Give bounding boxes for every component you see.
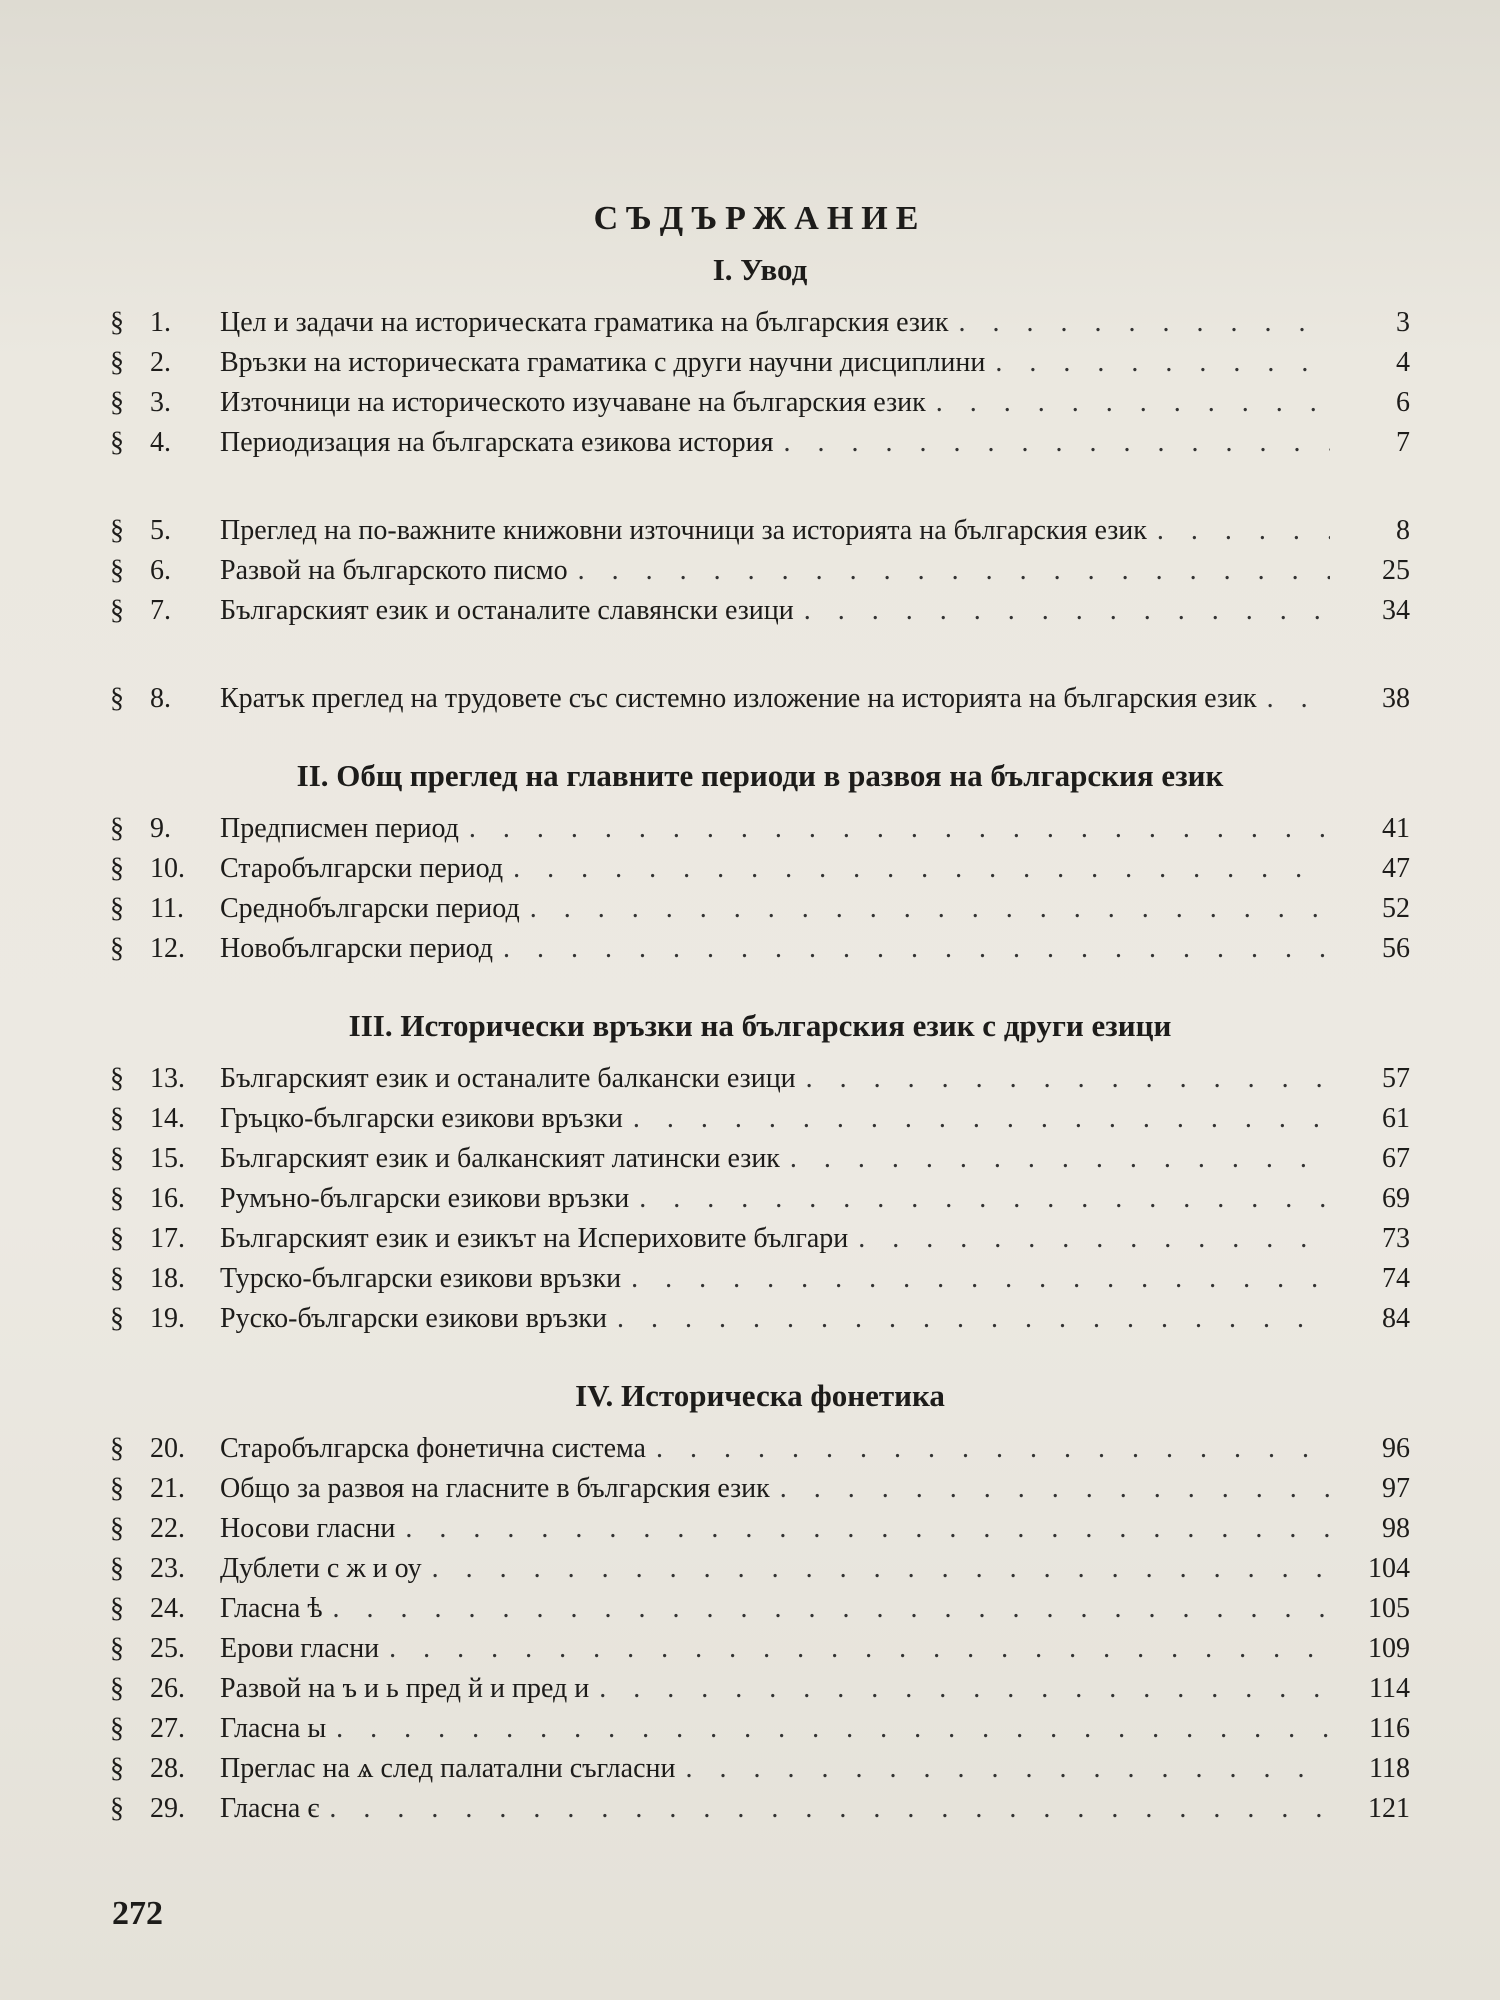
entry-number: § 21. [110, 1473, 185, 1504]
entry-title: Руско-български езикови връзки [220, 1303, 607, 1334]
entry-page: 73 [1382, 1223, 1410, 1254]
entry-page: 69 [1382, 1183, 1410, 1214]
toc-entry [110, 808, 1410, 848]
entry-title: Връзки на историческата граматика с други научни дисциплини [220, 347, 986, 378]
entry-number: § 14. [110, 1103, 185, 1134]
entry-title: Турско-български езикови връзки [220, 1263, 622, 1294]
entry-title: Носови гласни [220, 1513, 396, 1544]
entry-title: Преглед на по-важните книжовни източници за историята на българския език [220, 515, 1147, 546]
entry-page: 98 [1382, 1513, 1410, 1544]
dot-leader [1267, 680, 1330, 718]
toc-entry [110, 1468, 1410, 1508]
entry-page: 109 [1368, 1633, 1410, 1664]
entry-title: Цел и задачи на историческата граматика на българския език [220, 307, 949, 338]
dot-leader [578, 552, 1330, 590]
entry-number: § 26. [110, 1673, 185, 1704]
dot-leader [995, 344, 1330, 382]
entry-page: 84 [1382, 1303, 1410, 1334]
entry-title: Предписмен период [220, 813, 459, 844]
entry-number: § 24. [110, 1593, 185, 1624]
dot-leader [639, 1180, 1330, 1218]
toc-entry [110, 1058, 1410, 1098]
entry-page: 7 [1396, 427, 1410, 458]
entry-title: Развой на българското писмо [220, 555, 568, 586]
entry-title: Преглас на ѧ след палатални съгласни [220, 1753, 676, 1784]
page-number: 272 [112, 1895, 163, 1932]
entry-number: § 16. [110, 1183, 185, 1214]
toc-entry [110, 1548, 1410, 1588]
entry-title: Развой на ъ и ь пред й и пред и [220, 1673, 590, 1704]
entry-title: Ерови гласни [220, 1633, 380, 1664]
entry-title: Среднобългарски период [220, 893, 520, 924]
entry-number: § 27. [110, 1713, 185, 1744]
dot-leader [599, 1670, 1330, 1708]
table-of-contents [110, 200, 1410, 1828]
entry-number: § 28. [110, 1753, 185, 1784]
dot-leader [617, 1300, 1330, 1338]
entry-number: § 2. [110, 347, 171, 378]
entry-page: 121 [1368, 1793, 1410, 1824]
entry-number: § 13. [110, 1063, 185, 1094]
entry-page: 57 [1382, 1063, 1410, 1094]
entry-title: Българският език и останалите балкански езици [220, 1063, 796, 1094]
toc-entry [110, 1138, 1410, 1178]
dot-leader [685, 1750, 1330, 1788]
entry-title: Старобългарски период [220, 853, 504, 884]
entry-page: 61 [1382, 1103, 1410, 1134]
page-title: СЪДЪРЖАНИЕ [593, 200, 927, 237]
entry-page: 96 [1382, 1433, 1410, 1464]
entry-number: § 7. [110, 595, 171, 626]
dot-leader [858, 1220, 1330, 1258]
entry-page: 97 [1382, 1473, 1410, 1504]
entry-title: Новобългарски период [220, 933, 494, 964]
dot-leader [513, 850, 1330, 888]
entry-title: Гласна ы [220, 1713, 327, 1744]
entry-title: Гръцко-български езикови връзки [220, 1103, 623, 1134]
entry-page: 67 [1382, 1143, 1410, 1174]
dot-leader [631, 1260, 1330, 1298]
entry-page: 74 [1382, 1263, 1410, 1294]
toc-entry [110, 1218, 1410, 1258]
entry-page: 4 [1396, 347, 1410, 378]
entry-page: 56 [1382, 933, 1410, 964]
toc-entry [110, 888, 1410, 928]
entry-number: § 20. [110, 1433, 185, 1464]
dot-leader [329, 1790, 1330, 1828]
dot-leader [336, 1710, 1330, 1748]
entry-page: 118 [1369, 1753, 1410, 1784]
entry-page: 105 [1368, 1593, 1410, 1624]
toc-entry [110, 1508, 1410, 1548]
entry-title: Гласна є [220, 1793, 320, 1824]
dot-leader [783, 424, 1330, 462]
entry-page: 3 [1396, 307, 1410, 338]
entry-number: § 5. [110, 515, 171, 546]
entry-title: Кратък преглед на трудовете със системно изложение на историята на българския език [220, 683, 1257, 714]
toc-entry [110, 1628, 1410, 1668]
entry-page: 25 [1382, 555, 1410, 586]
toc-entry [110, 1428, 1410, 1468]
entry-number: § 3. [110, 387, 171, 418]
entry-number: § 22. [110, 1513, 185, 1544]
entry-page: 104 [1368, 1553, 1410, 1584]
entry-page: 6 [1396, 387, 1410, 418]
dot-leader [790, 1140, 1330, 1178]
entry-number: § 8. [110, 683, 171, 714]
entry-number: § 23. [110, 1553, 185, 1584]
entry-page: 47 [1382, 853, 1410, 884]
entry-page: 41 [1382, 813, 1410, 844]
dot-leader [469, 810, 1330, 848]
section-title: I. Увод [712, 252, 808, 287]
entry-page: 116 [1369, 1713, 1410, 1744]
dot-leader [530, 890, 1330, 928]
entry-page: 38 [1382, 683, 1410, 714]
entry-title: Дублети с ж и оу [220, 1553, 422, 1584]
toc-entry [110, 1258, 1410, 1298]
entry-number: § 18. [110, 1263, 185, 1294]
dot-leader [405, 1510, 1330, 1548]
dot-leader [806, 1060, 1330, 1098]
entry-title: Българският език и останалите славянски езици [220, 595, 794, 626]
toc-entry [110, 342, 1410, 382]
dot-leader [389, 1630, 1330, 1668]
entry-number: § 6. [110, 555, 171, 586]
section-title: II. Общ преглед на главните периоди в развоя на българския език [296, 758, 1224, 793]
entry-page: 8 [1396, 515, 1410, 546]
entry-page: 114 [1369, 1673, 1410, 1704]
entry-number: § 12. [110, 933, 185, 964]
toc-entry [110, 382, 1410, 422]
dot-leader [1157, 512, 1330, 550]
entry-number: § 10. [110, 853, 185, 884]
entry-number: § 4. [110, 427, 171, 458]
toc-entry [110, 1178, 1410, 1218]
dot-leader [804, 592, 1330, 630]
toc-entry [110, 630, 1410, 718]
toc-entry [110, 462, 1410, 550]
toc-entry [110, 1668, 1410, 1708]
entry-number: § 29. [110, 1793, 185, 1824]
section-title: IV. Историческа фонетика [575, 1378, 945, 1413]
entry-number: § 25. [110, 1633, 185, 1664]
toc-entry [110, 1788, 1410, 1828]
entry-number: § 11. [110, 893, 184, 924]
dot-leader [959, 304, 1330, 342]
entry-number: § 9. [110, 813, 171, 844]
toc-entry [110, 302, 1410, 342]
entry-title: Общо за развоя на гласните в българския език [220, 1473, 770, 1504]
toc-entry [110, 1708, 1410, 1748]
toc-entry [110, 1098, 1410, 1138]
dot-leader [633, 1100, 1330, 1138]
entry-number: § 17. [110, 1223, 185, 1254]
toc-entry [110, 928, 1410, 968]
entry-title: Румъно-български езикови връзки [220, 1183, 630, 1214]
toc-entry [110, 848, 1410, 888]
entry-page: 52 [1382, 893, 1410, 924]
entry-number: § 1. [110, 307, 171, 338]
dot-leader [656, 1430, 1330, 1468]
section-title: III. Исторически връзки на българския език с други езици [348, 1008, 1172, 1043]
dot-leader [936, 384, 1330, 422]
dot-leader [333, 1590, 1330, 1628]
entry-title: Източници на историческото изучаване на българския език [220, 387, 926, 418]
toc-entry [110, 1298, 1410, 1338]
dot-leader [432, 1550, 1330, 1588]
entry-number: § 15. [110, 1143, 185, 1174]
entry-title: Периодизация на българската езикова история [220, 427, 774, 458]
dot-leader [780, 1470, 1330, 1508]
entry-title: Българският език и балканският латински език [220, 1143, 780, 1174]
toc-entry [110, 1588, 1410, 1628]
dot-leader [503, 930, 1330, 968]
entry-title: Българският език и езикът на Испериховите българи [220, 1223, 849, 1254]
entry-title: Гласна ѣ [220, 1593, 323, 1624]
entry-number: § 19. [110, 1303, 185, 1334]
toc-entry [110, 590, 1410, 630]
entry-page: 34 [1382, 595, 1410, 626]
toc-entry [110, 550, 1410, 590]
entry-title: Старобългарска фонетична система [220, 1433, 646, 1464]
toc-entry [110, 1748, 1410, 1788]
toc-entry [110, 422, 1410, 462]
